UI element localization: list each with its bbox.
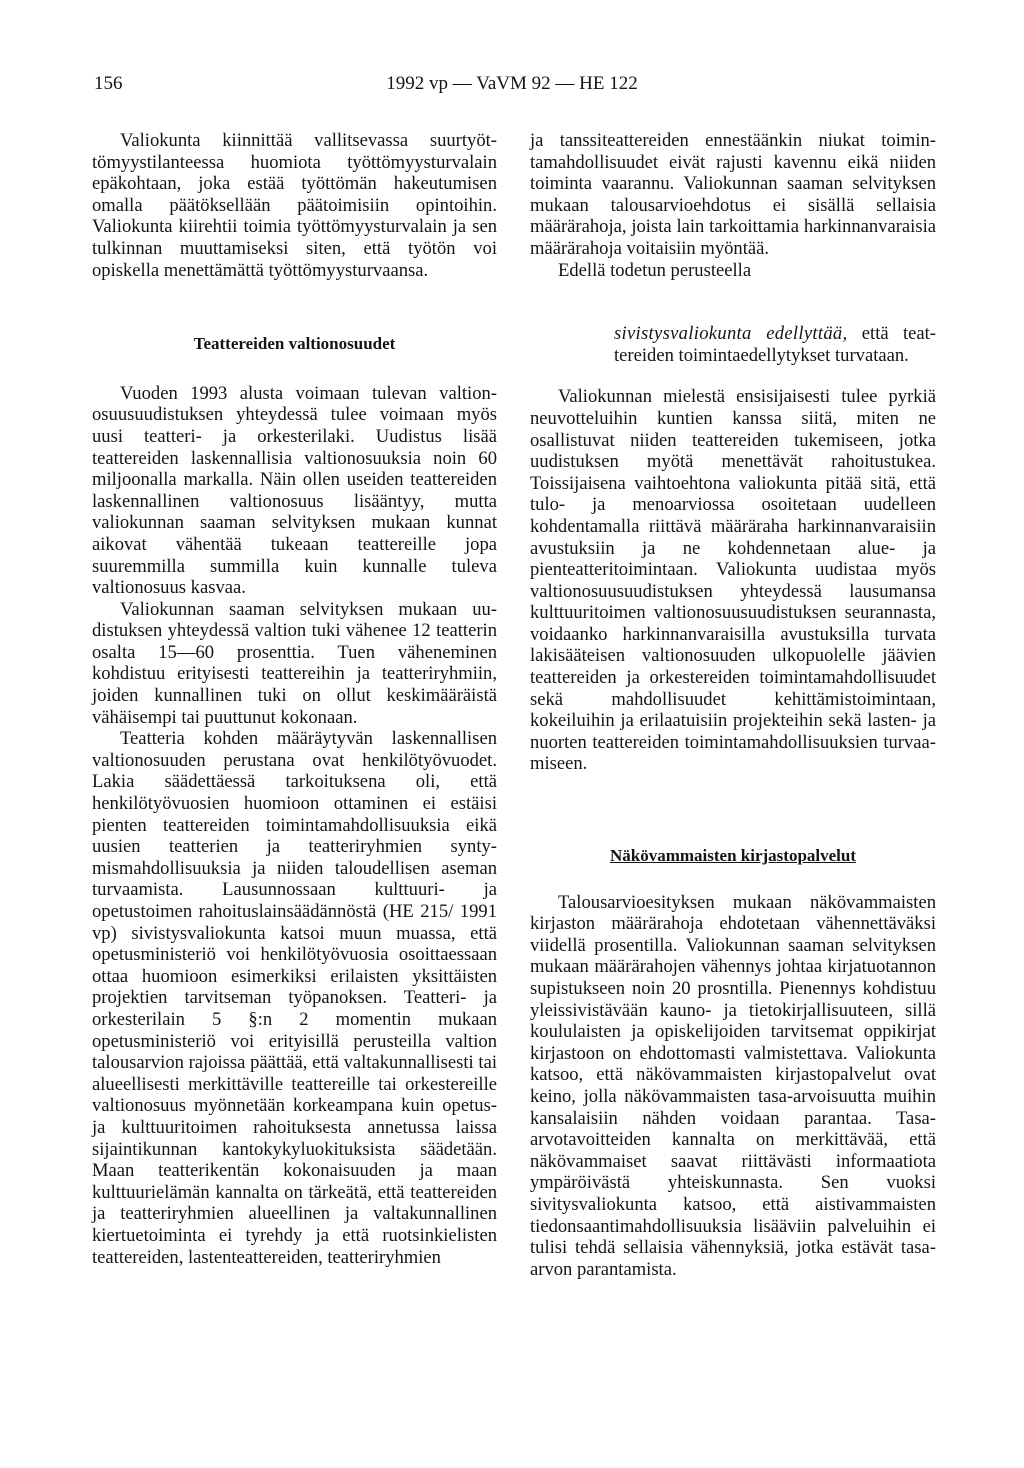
page-number: 156 bbox=[94, 73, 123, 94]
right-column bbox=[530, 130, 936, 1280]
paragraph-grounds: Edellä todetun perusteella bbox=[558, 259, 752, 281]
section-heading-theatres: Teattereiden valtionosuudet bbox=[193, 334, 396, 354]
paragraph-reform: Vuoden 1993 alusta voimaan tulevan valtionosuusuudistuksen yhteydessä tulee voimaan myös uusi teatteri- ja orkesterilaki. Uudistus lisää teattereiden laskennallisia valtionosuuksia noin 60 miljoonalla markalla. Näin ollen useiden teattereiden laskennallinen valtionosuus lisääntyy, mutta valiokunnan saaman selvityksen mukaan kunnat aikovat vähentää tukeaan teattereille jopa suuremmilla summilla kuin kunnalle tuleva valtionosuus kasvaa. bbox=[92, 382, 497, 599]
page-header bbox=[0, 73, 1024, 101]
section-heading-library-text: Näkövammaisten kirjastopalvelut bbox=[609, 846, 857, 866]
section-heading-library bbox=[530, 845, 936, 867]
resolution-text: että teattereiden toimintaedellytykset turvataan. bbox=[614, 323, 936, 366]
paragraph-state-aid: Valiokunnan saaman selvityksen mukaan uudistuksen yhteydessä valtion tuki vähenee 12 teatterin osalta 15—60 prosenttia. Tuen väheneminen kohdistuu erityisesti teattereihin ja teatteriryhmiin, joiden kunnallinen tuki on ollut keskimääräistä vähäisempi tai puuttunut kokonaan. bbox=[92, 598, 497, 728]
left-column bbox=[92, 130, 497, 1268]
paragraph-person-years: Teatteria kohden määräytyvän laskennallisen valtionosuuden perustana ovat henkilötyövuodet. Lakia säädettäessä tarkoituksena oli, että henkilötyövuosien huomioon ottaminen ei estäisi pienten teattereiden toimintamahdollisuuksia eikä uusien teatterien ja teatteriryhmien syntymismahdollisuuksia ja niiden taloudellisen aseman turvaamista. Lausunnossaan kulttuuri- ja opetustoimen rahoituslainsäädännöstä (HE 215/ 1991 vp) sivistysvaliokunta katsoi muun muassa, että opetusministeriö voi henkilötyövuosia osoittaessaan ottaa huomioon esimerkiksi erilaisten yksittäisten projektien tarvitseman työpanoksen. Teatteri- ja orkesterilain 5 §:n 2 momentin mukaan opetusministeriö voi erityisillä perusteilla valtion talousarvion rajoissa päättää, että valtakunnallisesti tai alueellisesti merkittäville teattereille tai orkestereille valtionosuus myönnetään korkeampana kuin opetus- ja kulttuuritoimen rahoituksesta annetussa laissa sijaintikunnan kantokykyluokituksista säädetään. Maan teatterikentän kokonaisuuden ja maan kulttuurielämän kannalta on tärkeätä, että teattereiden ja teatteriryhmien alueellinen ja valtakunnallinen kiertuetoiminta ei tyrehdy ja että ruotsinkielisten teattereiden, lastenteattereiden, teatteriryhmien bbox=[92, 728, 497, 1268]
resolution-italic: sivistysvaliokunta edellyttää, bbox=[614, 323, 848, 345]
paragraph-unemployment: Valiokunta kiinnittää vallitsevassa suurtyöttömyystilanteessa huomiota työttömyysturvalain epäkohtaan, joka estää työttömän hakeutumisen omalla päätöksellään päätoimisiin opintoihin. Valiokunta kiirehtii toimia työttömyysturvalain ja sen tulkinnan muuttamiseksi siten, että työtön voi opiskella menettämättä työttömyysturvaansa. bbox=[92, 130, 497, 281]
paragraph-dance-theatres: ja tanssiteattereiden ennestäänkin niukat toimintamahdollisuudet eivät rajusti kavennu eikä niiden toiminta vaarannu. Valiokunnan saaman selvityksen mukaan talousarvioehdotus ei sisällä sellaisia määrärahoja, joista lain tarkoittamia harkinnanvaraisia määrärahoja voitaisiin myöntää. bbox=[530, 130, 936, 259]
resolution-statement bbox=[530, 323, 936, 366]
running-head: 1992 vp — VaVM 92 — HE 122 bbox=[386, 73, 638, 94]
paragraph-negotiations: Valiokunnan mielestä ensisijaisesti tulee pyrkiä neuvotteluihin kuntien kanssa siitä, miten ne osallistuvat niiden teattereiden tukemiseen, jotka uudistuksen myötä menettävät rahoitustukea. Toissijaisena vaihtoehtona valiokunta pitää sitä, että tulo- ja menoarviossa osoitetaan uudelleen kohdentamalla riittävä määräraha harkinnanvaraisiin avustuksiin ja ne kohdennetaan alue- ja pienteatteritoimintaan. Valiokunta uudistaa myös valtionosuusuudistuksen yhteydessä lausumansa kulttuuritoimen valtionosuusuudistuksen seurannasta, voidaanko harkinnanvaraisilla avustuksilla turvata lakisääteisen valtionosuuden ulkopuolelle jäävien teattereiden ja orkestereiden toimintamahdollisuudet sekä mahdollisuudet kehittämistoimintaan, kokeiluihin ja erilaatuisiin projekteihin sekä lasten- ja nuorten teattereiden toimintamahdollisuuksien turvaamiseen. bbox=[530, 386, 936, 775]
paragraph-library: Talousarvioesityksen mukaan näkövammaisten kirjaston määrärahoja ehdotetaan vähennettäväksi viidellä prosentilla. Valiokunnan saaman selvityksen mukaan määrärahojen vähennys johtaa kirjatuotannon supistukseen noin 20 prosntilla. Pienennys kohdistuu yleissivistävään kauno- ja tietokirjallisuuteen, sillä koululaisten ja opiskelijoiden tarvitsemat oppikirjat kirjastoon on ehdottomasti valmistettava. Valiokunta katsoo, että näkövammaisten kirjastopalvelut ovat keino, jolla näkövammaisten tasa-arvoisuutta muihin kansalaisiin nähden voidaan parantaa. Tasa-arvotavoitteiden kannalta on merkittävää, että näkövammaiset saavat riittävästi informaatiota ympäröivästä yhteiskunnasta. Sen vuoksi sivitysvaliokunta katsoo, että aistivammaisten tiedonsaantimahdollisuuksia lisääviin palveluihin ei tulisi tehdä sellaisia vähennyksiä, jotka estävät tasa-arvon parantamista. bbox=[530, 891, 936, 1280]
